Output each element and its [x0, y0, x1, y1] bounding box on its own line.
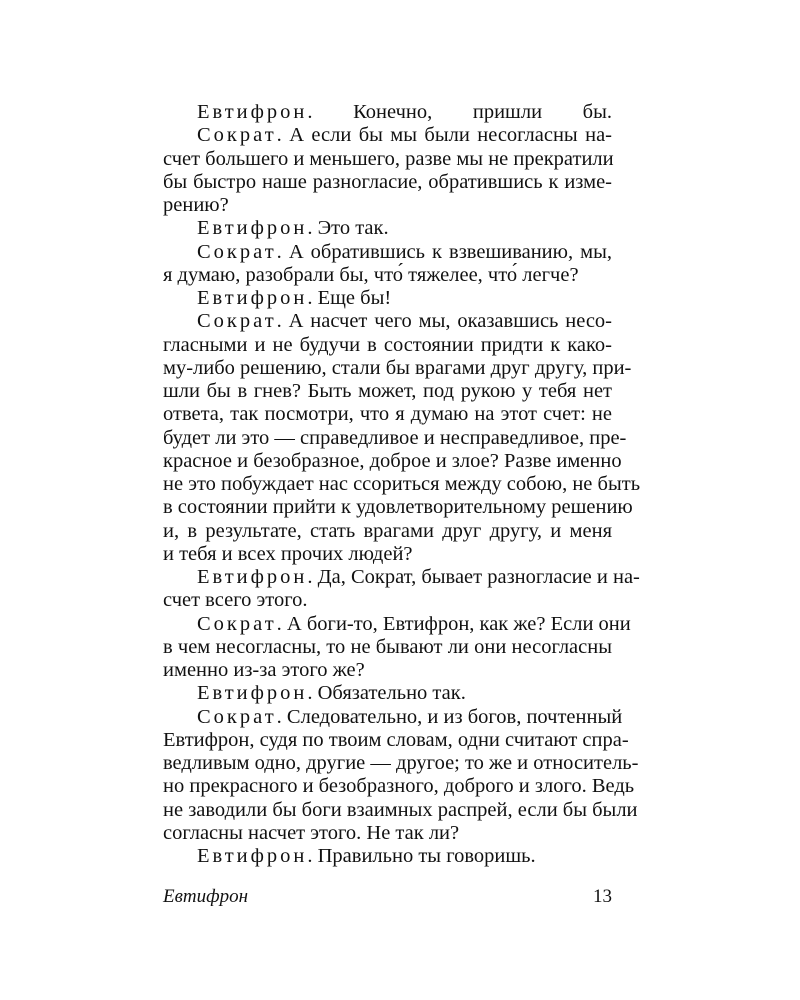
line-text: . А насчет чего мы, оказавшись несо-: [276, 310, 612, 333]
line-text: . А если бы мы были несогласны на-: [276, 124, 612, 147]
line-text: . Да, Сократ, бывает разногласие и на-: [307, 566, 640, 588]
text-line: [163, 705, 623, 729]
speaker-name: Сократ: [197, 612, 277, 635]
line-text: в чем несогласны, то не бывают ли они несогласны: [163, 635, 612, 658]
line-text: рению?: [163, 194, 229, 216]
line-text: бы быстро наше разногласие, обратившись к изме-: [163, 170, 612, 193]
text-line: [163, 264, 612, 287]
text-line: [163, 636, 612, 659]
speaker-name: Евтифрон: [197, 287, 308, 309]
text-line: [163, 124, 612, 147]
line-text: не это побуждает нас ссориться между собою, не быть: [163, 473, 641, 495]
speaker-name: Евтифрон: [197, 566, 308, 588]
running-footer-title: Евтифрон: [163, 886, 248, 907]
speaker-name: Евтифрон: [197, 217, 308, 240]
line-text: ответа, так посмотри, что я думаю на этот счет: не: [163, 403, 612, 426]
line-text: . А обратившись к взвешиванию, мы,: [276, 240, 612, 263]
text-line: [163, 728, 629, 752]
text-line: [163, 356, 632, 380]
speaker-name: Евтифрон: [197, 845, 308, 867]
line-text: Евтифрон, судя по твоим словам, одни считают спра-: [163, 728, 629, 751]
speaker-name: Евтифрон: [197, 101, 308, 123]
line-text: красное и безобразное, доброе и злое? Разве именно: [163, 449, 622, 472]
text-line: [163, 496, 633, 519]
line-text: и тебя и всех прочих людей?: [163, 542, 413, 565]
line-text: . А боги-то, Евтифрон, как же? Если они: [276, 612, 631, 635]
text-line: [163, 798, 638, 822]
line-text: . Следовательно, и из богов, почтенный: [276, 705, 623, 728]
text-line: [163, 241, 612, 264]
text-line: [163, 334, 612, 357]
text-line: [163, 403, 612, 426]
line-text: . Правильно ты говоришь.: [307, 845, 536, 867]
text-line: [163, 148, 612, 171]
line-text: согласны насчет этого. Не так ли?: [163, 821, 460, 844]
line-text: . Конечно, пришли бы.: [307, 101, 612, 123]
text-line: [163, 659, 612, 682]
text-line: [163, 217, 612, 240]
text-line: [163, 101, 612, 124]
text-line: [163, 287, 612, 310]
line-text: именно из-за этого же?: [163, 659, 365, 681]
dialogue-text: [163, 101, 641, 868]
text-line: [163, 543, 612, 566]
speaker-name: Евтифрон: [197, 682, 308, 705]
text-line: [163, 845, 612, 868]
text-line: [163, 752, 639, 775]
page-number: 13: [593, 886, 612, 907]
text-line: [163, 682, 612, 705]
line-text: счет всего этого.: [163, 589, 308, 612]
speaker-name: Сократ: [197, 124, 277, 147]
line-text: будет ли это — справедливое и несправедливое, пре-: [163, 426, 627, 449]
speaker-name: Сократ: [197, 310, 277, 333]
text-line: [163, 520, 612, 543]
line-text: но прекрасного и безобразного, доброго и злого. Ведь: [163, 775, 635, 798]
text-line: [163, 449, 622, 473]
speaker-name: Сократ: [197, 705, 277, 728]
line-text: я думаю, разобрали бы, что́ тяжелее, что́ легче?: [163, 263, 579, 286]
text-line: [163, 566, 640, 589]
text-line: [163, 612, 631, 636]
line-text: . Это так.: [307, 217, 389, 240]
text-line: [163, 473, 641, 496]
text-line: [163, 822, 612, 845]
text-line: [163, 310, 612, 333]
speaker-name: Сократ: [197, 240, 277, 263]
text-line: [163, 171, 612, 194]
text-line: [163, 194, 612, 217]
line-text: гласными и не будучи в состоянии придти к како-: [163, 333, 612, 356]
line-text: в состоянии прийти к удовлетворительному решению: [163, 496, 633, 519]
line-text: . Обязательно так.: [307, 682, 466, 705]
line-text: ведливым одно, другие — другое; то же и относитель-: [163, 752, 639, 774]
text-line: [163, 426, 627, 450]
line-text: му-либо решению, стали бы врагами друг другу, при-: [163, 356, 632, 379]
line-text: счет большего и меньшего, разве мы не прекратили: [163, 147, 614, 170]
text-line: [163, 380, 612, 403]
line-text: не заводили бы боги взаимных распрей, если бы были: [163, 798, 638, 821]
text-line: [163, 589, 612, 612]
line-text: шли бы в гнев? Быть может, под рукою у тебя нет: [163, 380, 612, 402]
text-line: [163, 775, 635, 798]
line-text: и, в результате, стать врагами друг другу, и меня: [163, 519, 612, 542]
line-text: . Еще бы!: [307, 287, 392, 309]
